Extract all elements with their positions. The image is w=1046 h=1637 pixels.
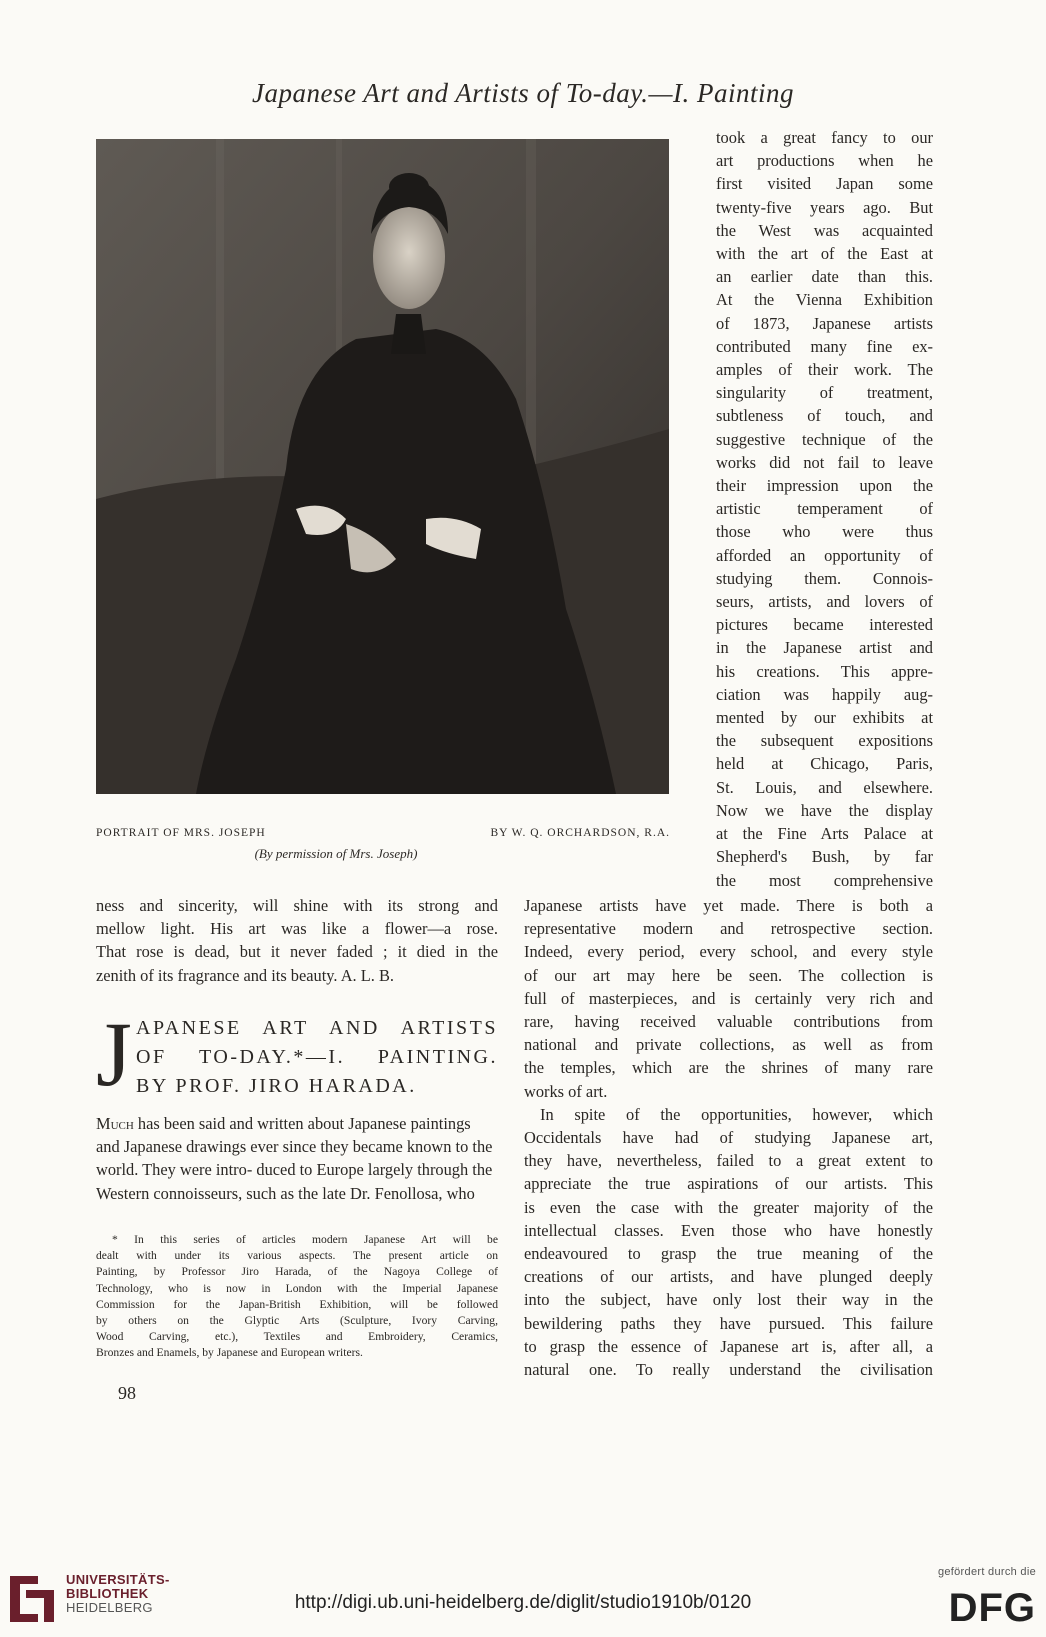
text-line: Now we have the display: [716, 800, 933, 820]
portrait-illustration: [96, 139, 669, 794]
footnote-line: Painting, by Professor Jiro Harada, of the Nagoya College of: [96, 1265, 498, 1279]
text-line: the West was acquainted: [716, 220, 933, 240]
text-line: contributed many fine ex-: [716, 336, 933, 356]
heading-line: APANESE ART AND ARTISTS: [136, 1017, 498, 1039]
text-line: duced to Europe largely through the Western: [96, 1160, 493, 1203]
lead-line-rest: has been said and written about Japanese: [133, 1114, 407, 1133]
text-line: first visited Japan some: [716, 174, 933, 194]
text-line: connoisseurs, such as the late Dr. Fenollosa, who: [153, 1183, 475, 1203]
text-line: those who were thus: [716, 522, 933, 542]
footnote-line: dealt with under its various aspects. The present article on: [96, 1249, 498, 1263]
text-line: endeavoured to grasp the true meaning of the: [524, 1244, 933, 1264]
text-line: pictures became interested: [716, 615, 933, 635]
footnote-line: * In this series of articles modern Japanese Art will be: [112, 1233, 498, 1246]
caption-credit: (By permission of Mrs. Joseph): [254, 846, 418, 861]
text-line: subtleness of touch, and: [716, 406, 933, 426]
text-line: mellow light. His art was like a flower—a rose.: [96, 919, 498, 939]
heading-line: OF TO-DAY.*—I. PAINTING.: [136, 1046, 498, 1068]
heading-line: BY PROF. JIRO HARADA.: [136, 1075, 417, 1097]
text-line: into the subject, have only lost their way in the: [524, 1290, 933, 1310]
text-line: full of masterpieces, and is certainly very rich and: [524, 988, 933, 1008]
text-line: studying them. Connois-: [716, 568, 933, 588]
university-library-name: UNIVERSITÄTS- BIBLIOTHEK HEIDELBERG: [66, 1572, 170, 1615]
text-line: the temples, which are the shrines of many rare: [524, 1058, 933, 1078]
footnote-line: Bronzes and Enamels, by Japanese and European writers.: [96, 1346, 363, 1360]
text-line: ness and sincerity, will shine with its strong and: [96, 896, 498, 915]
right-column: [524, 894, 933, 1381]
text-line: seurs, artists, and lovers of: [716, 592, 933, 612]
lead-word: Much: [96, 1114, 134, 1133]
text-line: works did not fail to leave: [716, 452, 933, 472]
text-line: an earlier date than this.: [716, 267, 933, 287]
text-line: St. Louis, and elsewhere.: [716, 777, 933, 797]
text-line: afforded an opportunity of: [716, 545, 933, 565]
caption-title: PORTRAIT OF MRS. JOSEPH: [96, 827, 266, 839]
text-line: they have, nevertheless, failed to a great extent to: [524, 1151, 933, 1171]
footnote-line: Commission for the Japan-British Exhibition, will be followed: [96, 1297, 498, 1311]
text-line: art productions when he: [716, 151, 933, 171]
source-url-link[interactable]: http://digi.ub.uni-heidelberg.de/diglit/studio1910b/0120: [294, 1592, 752, 1613]
left-column-body: [96, 1112, 498, 1205]
side-column: [716, 126, 933, 892]
text-line: is even the case with the greater majority of the: [524, 1197, 933, 1217]
text-line: paintings and Japanese drawings ever since they: [96, 1114, 471, 1157]
text-line: the subsequent expositions: [716, 731, 933, 751]
text-line: In spite of the opportunities, however, which: [540, 1104, 933, 1124]
text-line: became known to the world. They were intro-: [96, 1137, 493, 1180]
drop-cap: J: [96, 1003, 132, 1105]
text-line: suggestive technique of the: [716, 429, 933, 449]
text-line: held at Chicago, Paris,: [716, 754, 933, 774]
page-number: 98: [118, 1383, 136, 1403]
article-heading: [96, 1003, 498, 1105]
footnote-line: by others on the Glyptic Arts (Sculpture, Ivory Carving,: [96, 1314, 498, 1328]
text-line: works of art.: [524, 1081, 608, 1101]
text-line: creations of our artists, and have plunged deeply: [524, 1267, 933, 1287]
footnote-line: Wood Carving, etc.), Textiles and Embroidery, Ceramics,: [96, 1330, 498, 1344]
text-line: At the Vienna Exhibition: [716, 290, 933, 310]
funding-note: gefördert durch die: [937, 1566, 1036, 1578]
footnote: [96, 1232, 498, 1362]
running-head: Japanese Art and Artists of To-day.—I. Painting: [251, 78, 795, 108]
text-line: Indeed, every period, every school, and every style: [524, 942, 933, 962]
dfg-logo: DFG: [948, 1586, 1036, 1630]
text-line: rare, having received valuable contributions from: [524, 1012, 933, 1032]
text-line: of our art may here be seen. The collection is: [524, 965, 933, 985]
text-line: appreciate the true aspirations of our artists. This: [524, 1174, 933, 1194]
text-line: with the art of the East at: [716, 244, 933, 264]
text-line: in the Japanese artist and: [716, 638, 933, 658]
footnote-line: Technology, who is now in London with the Imperial Japanese: [96, 1281, 498, 1295]
text-line: representative modern and retrospective section.: [524, 919, 933, 939]
text-line: intellectual classes. Even those who have honestly: [524, 1220, 933, 1240]
text-line: Occidentals have had of studying Japanese art,: [524, 1128, 933, 1148]
text-line: zenith of its fragrance and its beauty. A. L. B.: [96, 965, 394, 985]
text-line: [96, 1114, 406, 1133]
text-line: artistic temperament of: [716, 499, 933, 519]
text-line: their impression upon the: [716, 476, 933, 496]
text-line: That rose is dead, but it never faded ; it died in the: [96, 942, 498, 962]
text-line: of 1873, Japanese artists: [716, 313, 933, 333]
text-line: took a great fancy to our: [716, 128, 933, 147]
text-line: national and private collections, as well as from: [524, 1035, 933, 1055]
text-line: his creations. This appre-: [716, 661, 933, 681]
caption-artist: BY W. Q. ORCHARDSON, R.A.: [490, 827, 670, 839]
text-line: at the Fine Arts Palace at: [716, 824, 933, 844]
text-line: ciation was happily aug-: [716, 684, 933, 704]
text-line: twenty-five years ago. But: [716, 197, 933, 217]
portrait-painting-image: [96, 139, 669, 794]
text-line: Shepherd's Bush, by far: [716, 847, 933, 867]
left-column-top: [96, 894, 498, 987]
text-line: singularity of treatment,: [716, 383, 933, 403]
text-line: Japanese artists have yet made. There is both a: [524, 896, 933, 915]
text-line: natural one. To really understand the civilisation: [524, 1360, 933, 1380]
text-line: mented by our exhibits at: [716, 708, 933, 728]
text-line: the most comprehensive: [716, 870, 933, 890]
text-line: bewildering paths they have pursued. This failure: [524, 1313, 933, 1333]
text-line: amples of their work. The: [716, 360, 933, 380]
text-line: to grasp the essence of Japanese art is, after all, a: [524, 1336, 933, 1356]
